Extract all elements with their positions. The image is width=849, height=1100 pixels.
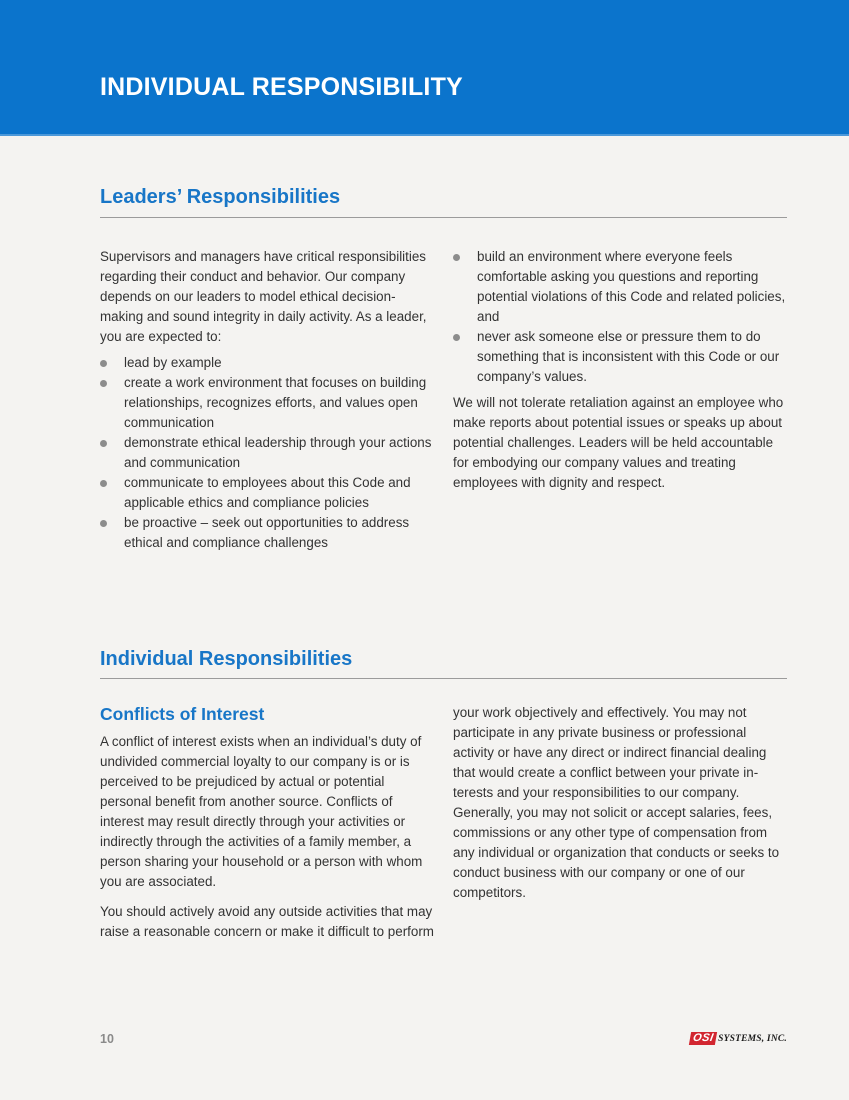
logo-text: SYSTEMS, INC.: [718, 1033, 787, 1044]
leaders-divider: [100, 217, 787, 218]
bullet-icon: [453, 334, 460, 341]
list-item: never ask someone else or pressure them to do something that is inconsistent with this Code or our company’s values.: [453, 327, 789, 387]
conflicts-paragraph-1: A conflict of interest exists when an individual’s duty of undivided commercial loyalty to our company is or is perceived to be prejudiced by actual or potential personal benefit from another source. Conflicts of interest may result directly through your activities or indirectly through the activities of a family member, a person sharing your household or a person with whom you are associated.: [100, 734, 423, 889]
leaders-bullet-list: [100, 353, 434, 553]
list-item: lead by example: [100, 353, 434, 373]
individual-divider: [100, 678, 787, 679]
bullet-icon: [100, 440, 107, 447]
leaders-intro: Supervisors and managers have critical responsibilities regarding their conduct and behavior. Our company depends on our leaders to model ethical decision-making and sound integrity in daily activity. As a leader, you are expected to:: [100, 249, 427, 344]
page-title: INDIVIDUAL RESPONSIBILITY: [100, 73, 463, 101]
bullet-icon: [100, 360, 107, 367]
bullet-icon: [100, 520, 107, 527]
leaders-bullet-list-continued: [453, 247, 789, 387]
list-item: be proactive – seek out opportunities to address ethical and compliance challenges: [100, 513, 434, 553]
leaders-closing: We will not tolerate retaliation against an employee who make reports about potential issues or speaks up about potential challenges. Leaders will be held accountable for embodying our company values and treating employees with dignity and respect.: [453, 395, 784, 490]
leaders-heading: Leaders’ Responsibilities: [100, 186, 341, 208]
bullet-icon: [100, 480, 107, 487]
logo-mark: OSI: [689, 1032, 718, 1045]
bullet-icon: [453, 254, 460, 261]
leaders-left-column: [100, 247, 434, 559]
list-item: communicate to employees about this Code and applicable ethics and compliance policies: [100, 473, 434, 513]
list-item: create a work environment that focuses on building relationships, recognizes efforts, and values open communication: [100, 373, 434, 433]
list-item: demonstrate ethical leadership through your actions and communication: [100, 433, 434, 473]
leaders-right-column: [453, 247, 789, 499]
individual-heading: Individual Responsibilities: [100, 648, 353, 670]
conflicts-left-column: [100, 702, 434, 898]
conflicts-paragraph-2-continued: [453, 703, 789, 923]
bullet-icon: [100, 380, 107, 387]
header-band: [0, 0, 849, 136]
conflicts-paragraph-2: You should actively avoid any outside activities that may raise a reasonable concern or make it difficult to perform: [100, 904, 434, 939]
conflicts-subheading: Conflicts of Interest: [100, 704, 265, 724]
page-number: 10: [100, 1032, 114, 1046]
company-logo: [690, 1032, 787, 1045]
list-item: build an environment where everyone feels comfortable asking you questions and reporting potential violations of this Code and related policies, and: [453, 247, 789, 327]
conflicts-paragraph-2-flow: your work objectively and effectively. You may not participate in any private business or professional activity or have any direct or indirect financial dealing that would create a conflict between your private interests and your responsibilities to our company. Generally, you may not solicit or accept salaries, fees, commissions or any other type of compensation from any individual or organization that conducts or seeks to conduct business with our company or one of our competitors.: [453, 705, 780, 900]
